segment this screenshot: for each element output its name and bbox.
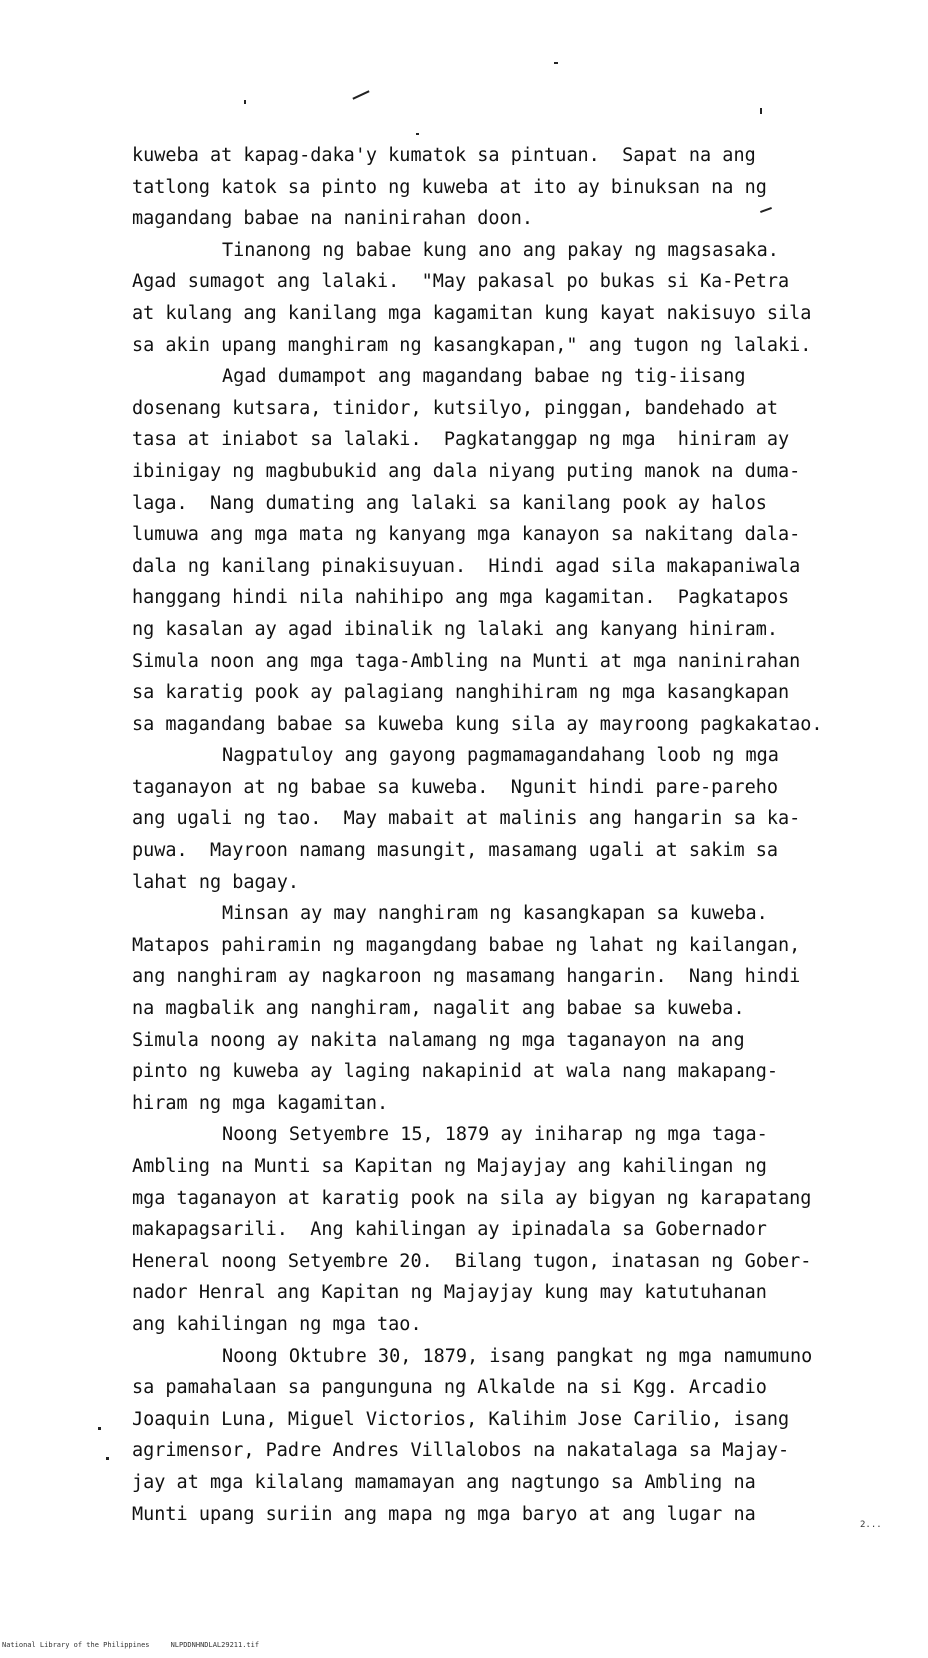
scan-mark bbox=[416, 133, 419, 135]
document-body bbox=[132, 140, 832, 1530]
text-line: hanggang hindi nila nahihipo ang mga kagamitan. Pagkatapos bbox=[132, 587, 790, 609]
scan-mark bbox=[106, 1457, 109, 1460]
text-line: Ambling na Munti sa Kapitan ng Majayjay ang kahilingan ng bbox=[132, 1156, 767, 1177]
text-line: Heneral noong Setyembre 20. Bilang tugon, inatasan ng Gober- bbox=[132, 1250, 812, 1272]
scan-mark bbox=[554, 62, 558, 64]
text-line: taganayon at ng babae sa kuweba. Ngunit hindi pare-pareho bbox=[132, 776, 779, 798]
text-line: magandang babae na naninirahan doon. bbox=[132, 208, 533, 230]
text-line: sa karatig pook ay palagiang nanghihiram ng mga kasangkapan bbox=[132, 682, 790, 704]
text-line: Noong Setyembre 15, 1879 ay iniharap ng mga taga- bbox=[222, 1124, 768, 1146]
scan-mark bbox=[244, 100, 246, 104]
text-line: dala ng kanilang pinakisuyuan. Hindi agad sila makapaniwala bbox=[132, 555, 801, 577]
text-line: mga taganayon at karatig pook na sila ay bigyan ng karapatang bbox=[132, 1187, 812, 1209]
text-line: ang ugali ng tao. May mabait at malinis ang hangarin sa ka- bbox=[132, 808, 801, 830]
text-line: nador Henral ang Kapitan ng Majayjay kung may katutuhanan bbox=[132, 1282, 767, 1304]
scan-footer: National Library of the Philippines NLPDDNHNDLAL29211.tif bbox=[2, 1641, 260, 1649]
text-line: lahat ng bagay. bbox=[132, 871, 300, 893]
text-line: lumuwa ang mga mata ng kanyang mga kanayon sa nakitang dala- bbox=[132, 524, 801, 546]
text-line: Agad dumampot ang magandang babae ng tig-iisang bbox=[222, 366, 746, 388]
scan-mark bbox=[352, 90, 369, 99]
text-line: laga. Nang dumating ang lalaki sa kanilang pook ay halos bbox=[132, 492, 767, 514]
text-line: tatlong katok sa pinto ng kuweba at ito ay binuksan na ng bbox=[132, 176, 767, 198]
text-line: Tinanong ng babae kung ano ang pakay ng magsasaka. bbox=[222, 239, 779, 261]
text-line: jay at mga kilalang mamamayan ang nagtungo sa Ambling na bbox=[132, 1471, 756, 1493]
text-line: kuweba at kapag-daka'y kumatok sa pintuan. Sapat na ang bbox=[132, 145, 756, 166]
text-line: ibinigay ng magbubukid ang dala niyang puting manok na duma- bbox=[132, 460, 801, 482]
text-line: Noong Oktubre 30, 1879, isang pangkat ng mga namumuno bbox=[222, 1345, 813, 1367]
text-line: tasa at iniabot sa lalaki. Pagkatanggap ng mga hiniram ay bbox=[132, 429, 790, 451]
text-line: hiram ng mga kagamitan. bbox=[132, 1092, 389, 1114]
text-line: Minsan ay may nanghiram ng kasangkapan sa kuweba. bbox=[222, 903, 768, 925]
text-line: at kulang ang kanilang mga kagamitan kung kayat nakisuyo sila bbox=[132, 302, 812, 324]
text-line: na magbalik ang nanghiram, nagalit ang babae sa kuweba. bbox=[132, 998, 745, 1020]
text-line: Munti upang suriin ang mapa ng mga baryo at ang lugar na bbox=[132, 1503, 756, 1525]
text-line: dosenang kutsara, tinidor, kutsilyo, pinggan, bandehado at bbox=[132, 397, 779, 419]
scan-mark bbox=[760, 108, 762, 114]
text-line: sa pamahalaan sa pangunguna ng Alkalde na si Kgg. Arcadio bbox=[132, 1377, 767, 1399]
page-marker: 2... bbox=[860, 1520, 882, 1530]
text-line: Nagpatuloy ang gayong pagmamagandahang loob ng mga bbox=[222, 745, 779, 767]
text-line: sa akin upang manghiram ng kasangkapan," ang tugon ng lalaki. bbox=[132, 334, 812, 356]
text-line: ang kahilingan ng mga tao. bbox=[132, 1313, 422, 1335]
text-line: ang nanghiram ay nagkaroon ng masamang hangarin. Nang hindi bbox=[132, 966, 801, 988]
text-line: Simula noong ay nakita nalamang ng mga taganayon na ang bbox=[132, 1029, 745, 1051]
text-line: sa magandang babae sa kuweba kung sila ay mayroong pagkakatao. bbox=[132, 713, 823, 735]
text-line: makapagsarili. Ang kahilingan ay ipinadala sa Gobernador bbox=[132, 1219, 767, 1241]
text-line: Matapos pahiramin ng magangdang babae ng lahat ng kailangan, bbox=[132, 934, 801, 956]
text-line: Agad sumagot ang lalaki. "May pakasal po bukas si Ka-Petra bbox=[132, 271, 790, 293]
text-line: Simula noon ang mga taga-Ambling na Munti at mga naninirahan bbox=[132, 650, 801, 672]
text-line: puwa. Mayroon namang masungit, masamang ugali at sakim sa bbox=[132, 840, 779, 862]
text-line: agrimensor, Padre Andres Villalobos na nakatalaga sa Majay- bbox=[132, 1440, 790, 1462]
text-line: ng kasalan ay agad ibinalik ng lalaki ang kanyang hiniram. bbox=[132, 618, 779, 640]
scan-mark bbox=[98, 1427, 101, 1430]
text-line: Joaquin Luna, Miguel Victorios, Kalihim Jose Carilio, isang bbox=[132, 1408, 790, 1430]
text-line: pinto ng kuweba ay laging nakapinid at wala nang makapang- bbox=[132, 1061, 779, 1083]
